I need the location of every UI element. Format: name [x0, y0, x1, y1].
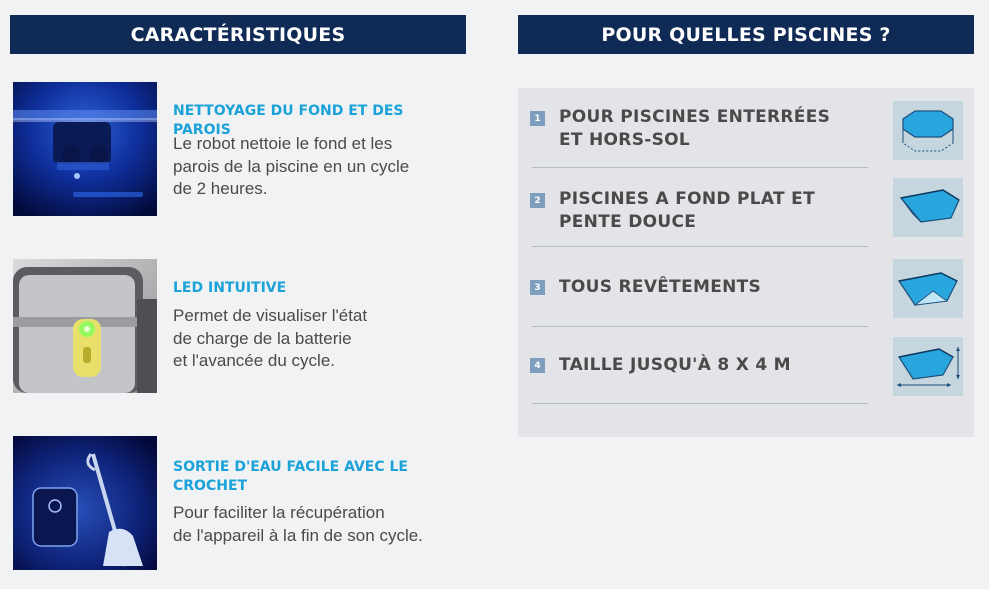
hook-retrieval-photo — [13, 436, 157, 570]
pool-type-label: POUR PISCINES ENTERRÉES ET HORS-SOL — [559, 107, 831, 150]
feature-floor-wall-cleaning — [13, 82, 473, 217]
pool-type-label: PISCINES A FOND PLAT ET PENTE DOUCE — [559, 189, 815, 232]
feature-description: Pour faciliter la récupération de l'appareil à la fin de son cycle. — [173, 503, 423, 545]
divider — [532, 326, 868, 327]
pool-types-panel — [518, 88, 974, 437]
divider — [532, 246, 868, 247]
pool-type-label: TAILLE JUSQU'À 8 X 4 M — [559, 355, 791, 375]
divider — [532, 167, 868, 168]
octagonal-pool-icon — [893, 101, 963, 160]
pool-number-badge: 1 — [530, 111, 545, 126]
feature-easy-water-exit — [13, 436, 473, 571]
feature-title: NETTOYAGE DU FOND ET DES PAROIS — [173, 103, 404, 138]
feature-description: Permet de visualiser l'état de charge de la batterie et l'avancée du cycle. — [173, 306, 368, 370]
pool-types-header: POUR QUELLES PISCINES ? — [518, 15, 974, 54]
pool-type-label: TOUS REVÊTEMENTS — [559, 277, 762, 297]
lined-pool-icon — [893, 259, 963, 318]
led-indicator-photo — [13, 259, 157, 393]
pool-number-badge: 3 — [530, 280, 545, 295]
feature-title: SORTIE D'EAU FACILE AVEC LE CROCHET — [173, 459, 408, 494]
flat-bottom-pool-icon — [893, 178, 963, 237]
characteristics-header: CARACTÉRISTIQUES — [10, 15, 466, 54]
feature-description: Le robot nettoie le fond et les parois de la piscine en un cycle de 2 heures. — [173, 134, 410, 198]
pool-number-badge: 2 — [530, 193, 545, 208]
underwater-robot-photo — [13, 82, 157, 216]
feature-led-indicator — [13, 259, 473, 394]
pool-number-badge: 4 — [530, 358, 545, 373]
divider — [532, 403, 868, 404]
feature-title: LED INTUITIVE — [173, 280, 287, 296]
pool-size-icon — [893, 337, 963, 396]
